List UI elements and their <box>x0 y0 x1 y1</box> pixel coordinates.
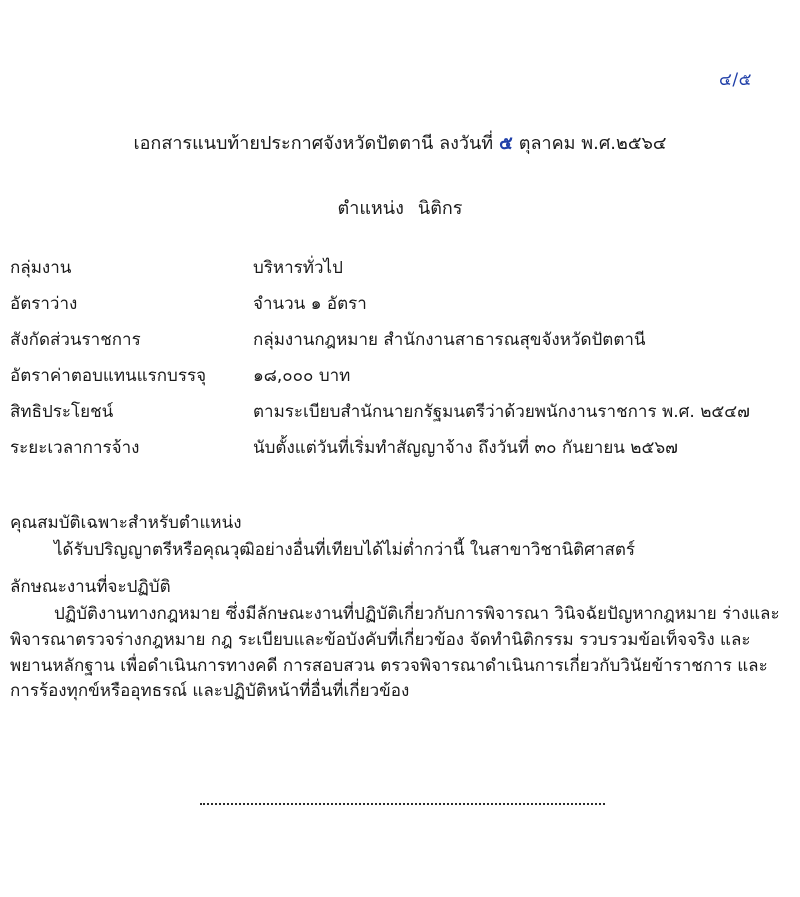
qualification-section <box>10 509 790 564</box>
field-value: จำนวน ๑ อัตรา <box>253 294 367 314</box>
table-row <box>10 434 790 470</box>
table-row <box>10 290 790 326</box>
field-label: ระยะเวลาการจ้าง <box>10 438 140 458</box>
field-label: อัตราว่าง <box>10 294 78 314</box>
heading-date-text: ๕ <box>499 133 513 154</box>
duties-title: ลักษณะงานที่จะปฏิบัติ <box>10 577 171 597</box>
table-row <box>10 398 790 434</box>
dotted-divider <box>200 803 605 805</box>
duties-body <box>10 602 790 705</box>
position-line <box>0 193 800 222</box>
document-heading <box>0 130 800 157</box>
field-label: กลุ่มงาน <box>10 258 72 278</box>
heading-suffix-text: ตุลาคม พ.ศ.๒๕๖๔ <box>518 133 667 154</box>
qualification-title: คุณสมบัติเฉพาะสำหรับตำแหน่ง <box>10 513 242 533</box>
qualification-body <box>10 538 790 564</box>
field-label: สังกัดส่วนราชการ <box>10 330 141 350</box>
table-row <box>10 362 790 398</box>
position-label: ตำแหน่ง <box>337 198 404 219</box>
field-label: อัตราค่าตอบแทนแรกบรรจุ <box>10 366 207 386</box>
field-value: นับตั้งแต่วันที่เริ่มทำสัญญาจ้าง ถึงวันที่ ๓๐ กันยายน ๒๕๖๗ <box>253 438 678 458</box>
qualification-text: ได้รับปริญญาตรีหรือคุณวุฒิอย่างอื่นที่เทียบได้ไม่ต่ำกว่านี้ ในสาขาวิชานิติศาสตร์ <box>54 540 636 560</box>
duties-section <box>10 573 790 705</box>
page-number: ๔/๕ <box>719 70 752 90</box>
field-list <box>10 254 790 470</box>
position-name: นิติกร <box>417 198 463 219</box>
table-row <box>10 326 790 362</box>
table-row <box>10 254 790 290</box>
field-value: ๑๘,๐๐๐ บาท <box>253 366 351 386</box>
field-value: กลุ่มงานกฎหมาย สำนักงานสาธารณสุขจังหวัดปัตตานี <box>253 330 646 350</box>
duties-text: ปฏิบัติงานทางกฎหมาย ซึ่งมีลักษณะงานที่ปฏิบัติเกี่ยวกับการพิจารณา วินิจฉัยปัญหากฎหมาย ร่างและพิจารณาตรวจร่างกฎหมาย กฎ ระเบียบและข้อบังคับที่เกี่ยวข้อง จัดทำนิติกรรม รวบรวมข้อเท็จจริง และพยานหลักฐาน เพื่อดำเนินการทางคดี การสอบสวน ตรวจพิจารณาดำเนินการเกี่ยวกับวินัยข้าราชการ และการร้องทุกข์หรืออุทธรณ์ และปฏิบัติหน้าที่อื่นที่เกี่ยวข้อง <box>10 604 780 702</box>
field-label: สิทธิประโยชน์ <box>10 402 114 422</box>
field-value: บริหารทั่วไป <box>253 258 343 278</box>
heading-prefix-text: เอกสารแนบท้ายประกาศจังหวัดปัตตานี ลงวันที่ <box>133 133 494 154</box>
field-value: ตามระเบียบสำนักนายกรัฐมนตรีว่าด้วยพนักงานราชการ พ.ศ. ๒๕๔๗ <box>253 402 750 422</box>
